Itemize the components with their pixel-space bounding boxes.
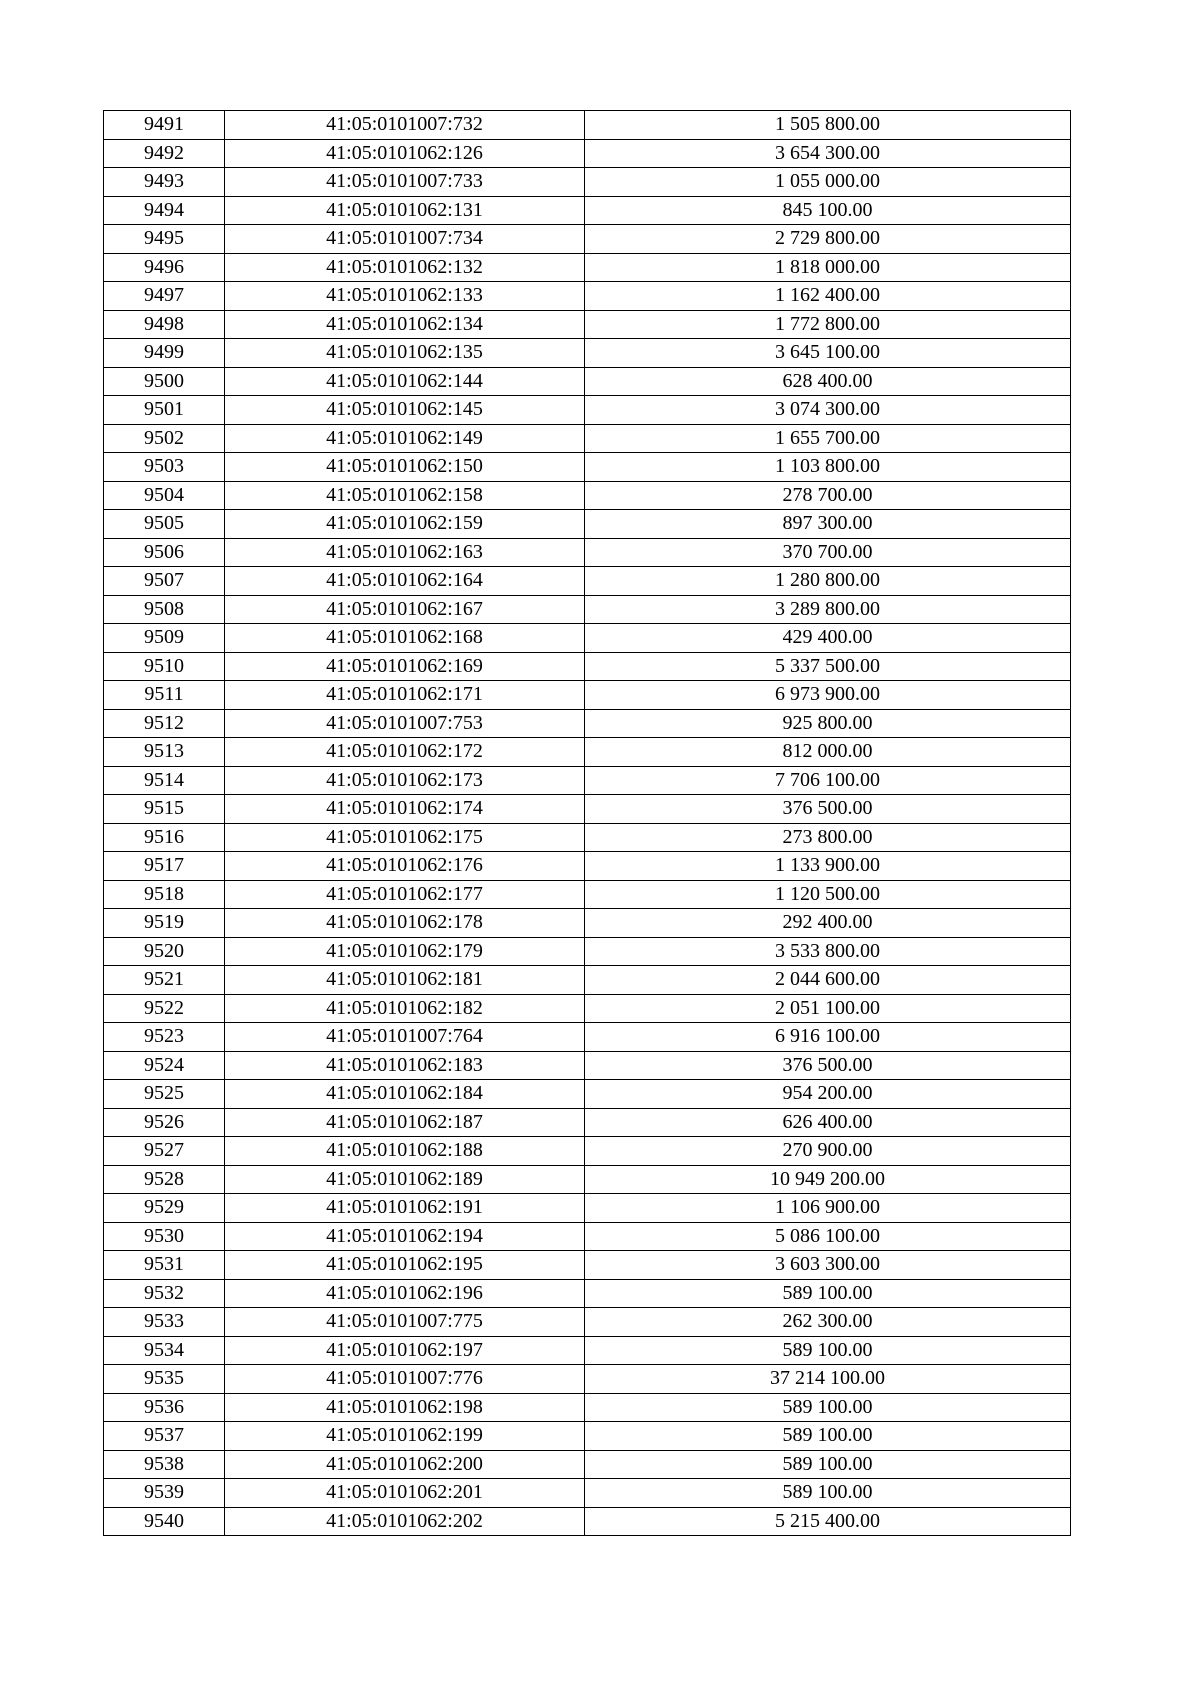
cadastral-value-cell: 3 654 300.00 — [585, 139, 1071, 168]
cadastral-number-cell: 41:05:0101062:132 — [225, 253, 585, 282]
table-row — [104, 909, 1071, 938]
table-row — [104, 1194, 1071, 1223]
cadastral-number-cell: 41:05:0101062:187 — [225, 1108, 585, 1137]
table-row — [104, 225, 1071, 254]
row-number-cell: 9536 — [104, 1393, 225, 1422]
cadastral-number-cell: 41:05:0101062:164 — [225, 567, 585, 596]
cadastral-number-cell: 41:05:0101062:184 — [225, 1080, 585, 1109]
table-row — [104, 1251, 1071, 1280]
row-number-cell: 9493 — [104, 168, 225, 197]
table-row — [104, 310, 1071, 339]
cadastral-value-cell: 589 100.00 — [585, 1336, 1071, 1365]
table-row — [104, 1507, 1071, 1536]
table-row — [104, 624, 1071, 653]
cadastral-number-cell: 41:05:0101062:168 — [225, 624, 585, 653]
row-number-cell: 9525 — [104, 1080, 225, 1109]
cadastral-value-cell: 1 162 400.00 — [585, 282, 1071, 311]
row-number-cell: 9521 — [104, 966, 225, 995]
row-number-cell: 9506 — [104, 538, 225, 567]
cadastral-value-cell: 812 000.00 — [585, 738, 1071, 767]
cadastral-number-cell: 41:05:0101062:150 — [225, 453, 585, 482]
row-number-cell: 9518 — [104, 880, 225, 909]
row-number-cell: 9509 — [104, 624, 225, 653]
row-number-cell: 9528 — [104, 1165, 225, 1194]
cadastral-number-cell: 41:05:0101007:734 — [225, 225, 585, 254]
cadastral-number-cell: 41:05:0101007:753 — [225, 709, 585, 738]
row-number-cell: 9504 — [104, 481, 225, 510]
table-row — [104, 510, 1071, 539]
cadastral-value-cell: 1 505 800.00 — [585, 111, 1071, 140]
cadastral-value-cell: 5 086 100.00 — [585, 1222, 1071, 1251]
cadastral-number-cell: 41:05:0101062:131 — [225, 196, 585, 225]
cadastral-number-cell: 41:05:0101062:195 — [225, 1251, 585, 1280]
cadastral-number-cell: 41:05:0101062:199 — [225, 1422, 585, 1451]
cadastral-value-cell: 589 100.00 — [585, 1450, 1071, 1479]
cadastral-number-cell: 41:05:0101062:167 — [225, 595, 585, 624]
cadastral-number-cell: 41:05:0101062:172 — [225, 738, 585, 767]
cadastral-value-cell: 262 300.00 — [585, 1308, 1071, 1337]
cadastral-number-cell: 41:05:0101062:149 — [225, 424, 585, 453]
table-row — [104, 139, 1071, 168]
cadastral-value-cell: 1 818 000.00 — [585, 253, 1071, 282]
cadastral-value-cell: 2 044 600.00 — [585, 966, 1071, 995]
cadastral-value-cell: 3 289 800.00 — [585, 595, 1071, 624]
cadastral-value-cell: 273 800.00 — [585, 823, 1071, 852]
cadastral-number-cell: 41:05:0101062:181 — [225, 966, 585, 995]
row-number-cell: 9517 — [104, 852, 225, 881]
row-number-cell: 9529 — [104, 1194, 225, 1223]
row-number-cell: 9495 — [104, 225, 225, 254]
table-row — [104, 481, 1071, 510]
cadastral-value-cell: 589 100.00 — [585, 1479, 1071, 1508]
cadastral-number-cell: 41:05:0101062:159 — [225, 510, 585, 539]
row-number-cell: 9514 — [104, 766, 225, 795]
cadastral-number-cell: 41:05:0101062:178 — [225, 909, 585, 938]
row-number-cell: 9507 — [104, 567, 225, 596]
row-number-cell: 9497 — [104, 282, 225, 311]
row-number-cell: 9534 — [104, 1336, 225, 1365]
table-row — [104, 1051, 1071, 1080]
cadastral-number-cell: 41:05:0101007:776 — [225, 1365, 585, 1394]
table-row — [104, 168, 1071, 197]
cadastral-number-cell: 41:05:0101062:163 — [225, 538, 585, 567]
cadastral-value-cell: 3 645 100.00 — [585, 339, 1071, 368]
table-body — [104, 111, 1071, 1536]
cadastral-value-cell: 1 133 900.00 — [585, 852, 1071, 881]
cadastral-value-cell: 3 533 800.00 — [585, 937, 1071, 966]
cadastral-number-cell: 41:05:0101062:126 — [225, 139, 585, 168]
table-row — [104, 1422, 1071, 1451]
row-number-cell: 9498 — [104, 310, 225, 339]
cadastral-number-cell: 41:05:0101062:144 — [225, 367, 585, 396]
cadastral-value-cell: 628 400.00 — [585, 367, 1071, 396]
table-row — [104, 1308, 1071, 1337]
row-number-cell: 9500 — [104, 367, 225, 396]
row-number-cell: 9526 — [104, 1108, 225, 1137]
cadastral-number-cell: 41:05:0101062:135 — [225, 339, 585, 368]
table-row — [104, 367, 1071, 396]
table-row — [104, 681, 1071, 710]
table-row — [104, 852, 1071, 881]
cadastral-number-cell: 41:05:0101062:182 — [225, 994, 585, 1023]
row-number-cell: 9513 — [104, 738, 225, 767]
cadastral-value-cell: 954 200.00 — [585, 1080, 1071, 1109]
table-row — [104, 1393, 1071, 1422]
cadastral-number-cell: 41:05:0101062:173 — [225, 766, 585, 795]
cadastral-number-cell: 41:05:0101062:145 — [225, 396, 585, 425]
row-number-cell: 9502 — [104, 424, 225, 453]
row-number-cell: 9522 — [104, 994, 225, 1023]
cadastral-value-cell: 589 100.00 — [585, 1393, 1071, 1422]
cadastral-value-cell: 370 700.00 — [585, 538, 1071, 567]
row-number-cell: 9523 — [104, 1023, 225, 1052]
cadastral-value-cell: 1 120 500.00 — [585, 880, 1071, 909]
cadastral-number-cell: 41:05:0101062:171 — [225, 681, 585, 710]
cadastral-value-cell: 6 916 100.00 — [585, 1023, 1071, 1052]
row-number-cell: 9510 — [104, 652, 225, 681]
row-number-cell: 9511 — [104, 681, 225, 710]
cadastral-value-cell: 2 729 800.00 — [585, 225, 1071, 254]
row-number-cell: 9533 — [104, 1308, 225, 1337]
cadastral-number-cell: 41:05:0101062:202 — [225, 1507, 585, 1536]
row-number-cell: 9538 — [104, 1450, 225, 1479]
cadastral-value-cell: 7 706 100.00 — [585, 766, 1071, 795]
cadastral-value-cell: 292 400.00 — [585, 909, 1071, 938]
table-row — [104, 567, 1071, 596]
row-number-cell: 9512 — [104, 709, 225, 738]
cadastral-value-cell: 376 500.00 — [585, 795, 1071, 824]
cadastral-value-cell: 925 800.00 — [585, 709, 1071, 738]
table-row — [104, 1222, 1071, 1251]
cadastral-value-cell: 1 655 700.00 — [585, 424, 1071, 453]
table-row — [104, 253, 1071, 282]
table-row — [104, 823, 1071, 852]
cadastral-number-cell: 41:05:0101062:133 — [225, 282, 585, 311]
row-number-cell: 9531 — [104, 1251, 225, 1280]
cadastral-number-cell: 41:05:0101062:174 — [225, 795, 585, 824]
cadastral-value-cell: 278 700.00 — [585, 481, 1071, 510]
row-number-cell: 9537 — [104, 1422, 225, 1451]
cadastral-value-cell: 376 500.00 — [585, 1051, 1071, 1080]
cadastral-value-cell: 589 100.00 — [585, 1422, 1071, 1451]
cadastral-number-cell: 41:05:0101062:191 — [225, 1194, 585, 1223]
cadastral-value-table — [103, 110, 1071, 1536]
row-number-cell: 9520 — [104, 937, 225, 966]
row-number-cell: 9539 — [104, 1479, 225, 1508]
table-row — [104, 1023, 1071, 1052]
cadastral-number-cell: 41:05:0101007:733 — [225, 168, 585, 197]
cadastral-value-cell: 6 973 900.00 — [585, 681, 1071, 710]
cadastral-number-cell: 41:05:0101062:183 — [225, 1051, 585, 1080]
table-row — [104, 966, 1071, 995]
row-number-cell: 9505 — [104, 510, 225, 539]
row-number-cell: 9519 — [104, 909, 225, 938]
table-row — [104, 1479, 1071, 1508]
row-number-cell: 9515 — [104, 795, 225, 824]
row-number-cell: 9499 — [104, 339, 225, 368]
cadastral-value-cell: 3 603 300.00 — [585, 1251, 1071, 1280]
cadastral-value-cell: 37 214 100.00 — [585, 1365, 1071, 1394]
cadastral-number-cell: 41:05:0101062:177 — [225, 880, 585, 909]
cadastral-number-cell: 41:05:0101062:179 — [225, 937, 585, 966]
cadastral-value-cell: 626 400.00 — [585, 1108, 1071, 1137]
row-number-cell: 9508 — [104, 595, 225, 624]
cadastral-number-cell: 41:05:0101062:197 — [225, 1336, 585, 1365]
cadastral-number-cell: 41:05:0101062:176 — [225, 852, 585, 881]
cadastral-value-cell: 1 106 900.00 — [585, 1194, 1071, 1223]
table-row — [104, 795, 1071, 824]
table-row — [104, 1137, 1071, 1166]
cadastral-number-cell: 41:05:0101062:175 — [225, 823, 585, 852]
cadastral-value-cell: 589 100.00 — [585, 1279, 1071, 1308]
table-row — [104, 424, 1071, 453]
cadastral-number-cell: 41:05:0101062:201 — [225, 1479, 585, 1508]
row-number-cell: 9527 — [104, 1137, 225, 1166]
cadastral-value-cell: 1 772 800.00 — [585, 310, 1071, 339]
row-number-cell: 9516 — [104, 823, 225, 852]
table-row — [104, 766, 1071, 795]
cadastral-value-cell: 1 055 000.00 — [585, 168, 1071, 197]
table-row — [104, 937, 1071, 966]
table-row — [104, 339, 1071, 368]
table-row — [104, 196, 1071, 225]
cadastral-value-cell: 10 949 200.00 — [585, 1165, 1071, 1194]
table-row — [104, 282, 1071, 311]
row-number-cell: 9494 — [104, 196, 225, 225]
table-row — [104, 1080, 1071, 1109]
row-number-cell: 9491 — [104, 111, 225, 140]
cadastral-value-cell: 845 100.00 — [585, 196, 1071, 225]
cadastral-number-cell: 41:05:0101062:189 — [225, 1165, 585, 1194]
cadastral-number-cell: 41:05:0101062:134 — [225, 310, 585, 339]
table-row — [104, 709, 1071, 738]
row-number-cell: 9496 — [104, 253, 225, 282]
table-row — [104, 396, 1071, 425]
cadastral-value-cell: 5 337 500.00 — [585, 652, 1071, 681]
cadastral-number-cell: 41:05:0101062:198 — [225, 1393, 585, 1422]
cadastral-value-cell: 1 280 800.00 — [585, 567, 1071, 596]
row-number-cell: 9524 — [104, 1051, 225, 1080]
row-number-cell: 9503 — [104, 453, 225, 482]
cadastral-number-cell: 41:05:0101007:775 — [225, 1308, 585, 1337]
row-number-cell: 9530 — [104, 1222, 225, 1251]
table-row — [104, 1336, 1071, 1365]
table-row — [104, 652, 1071, 681]
table-row — [104, 595, 1071, 624]
table-row — [104, 738, 1071, 767]
cadastral-number-cell: 41:05:0101062:194 — [225, 1222, 585, 1251]
cadastral-number-cell: 41:05:0101062:169 — [225, 652, 585, 681]
cadastral-value-cell: 270 900.00 — [585, 1137, 1071, 1166]
cadastral-value-cell: 2 051 100.00 — [585, 994, 1071, 1023]
cadastral-number-cell: 41:05:0101062:158 — [225, 481, 585, 510]
cadastral-number-cell: 41:05:0101007:764 — [225, 1023, 585, 1052]
cadastral-number-cell: 41:05:0101062:200 — [225, 1450, 585, 1479]
table-row — [104, 1108, 1071, 1137]
cadastral-value-cell: 5 215 400.00 — [585, 1507, 1071, 1536]
row-number-cell: 9535 — [104, 1365, 225, 1394]
cadastral-number-cell: 41:05:0101062:196 — [225, 1279, 585, 1308]
table-row — [104, 538, 1071, 567]
cadastral-number-cell: 41:05:0101062:188 — [225, 1137, 585, 1166]
cadastral-value-cell: 429 400.00 — [585, 624, 1071, 653]
row-number-cell: 9532 — [104, 1279, 225, 1308]
cadastral-value-cell: 897 300.00 — [585, 510, 1071, 539]
table-row — [104, 453, 1071, 482]
row-number-cell: 9540 — [104, 1507, 225, 1536]
cadastral-number-cell: 41:05:0101007:732 — [225, 111, 585, 140]
table-row — [104, 994, 1071, 1023]
table-row — [104, 111, 1071, 140]
table-row — [104, 1450, 1071, 1479]
table-row — [104, 1165, 1071, 1194]
table-row — [104, 1365, 1071, 1394]
row-number-cell: 9501 — [104, 396, 225, 425]
cadastral-value-cell: 3 074 300.00 — [585, 396, 1071, 425]
table-row — [104, 1279, 1071, 1308]
row-number-cell: 9492 — [104, 139, 225, 168]
cadastral-value-cell: 1 103 800.00 — [585, 453, 1071, 482]
table-row — [104, 880, 1071, 909]
